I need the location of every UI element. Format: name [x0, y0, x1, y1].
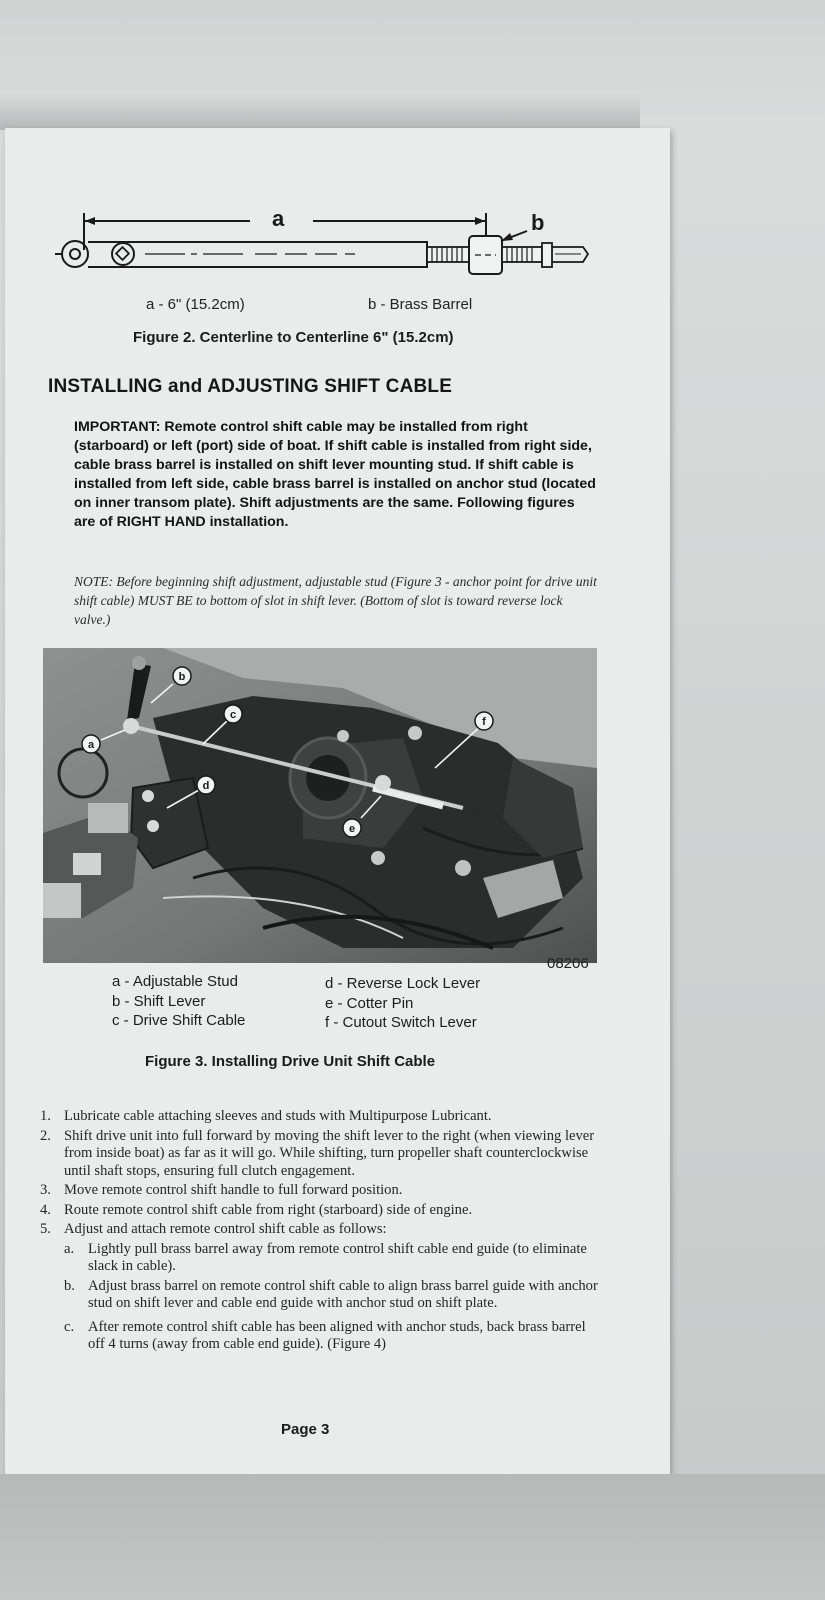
callout-b-label: b — [178, 671, 186, 683]
note-paragraph: NOTE: Before beginning shift adjustment, adjustable stud (Figure 3 - anchor point for drive unit shift cable) MUST BE to bottom of slot in shift lever. (Bottom of slot is toward reverse lock valve.) — [74, 574, 597, 627]
list-item — [64, 1278, 600, 1313]
callout-d-label: d — [202, 780, 210, 792]
step-text: Route remote control shift cable from right (starboard) side of engine. — [64, 1201, 473, 1218]
step-number: 3. — [40, 1182, 51, 1198]
substep-text: Lightly pull brass barrel away from remote control shift cable end guide (to eliminate slack in cable). — [88, 1240, 587, 1274]
callout-e-label: e — [348, 823, 356, 835]
photo-id: 08206 — [547, 955, 589, 972]
table-surface — [0, 1474, 825, 1600]
legend-item: a - Adjustable Stud — [112, 973, 238, 990]
engine-photo-illustration — [43, 648, 597, 963]
dimension-label-a: a — [272, 206, 285, 231]
page-number: Page 3 — [281, 1421, 330, 1438]
legend-item: b - Shift Lever — [112, 992, 206, 1010]
callout-c-label: c — [229, 709, 237, 721]
legend-item: e - Cotter Pin — [325, 994, 414, 1012]
figure2-title: Figure 2. Centerline to Centerline 6" (15.2cm) — [133, 329, 454, 346]
legend-item: d - Reverse Lock Lever — [325, 975, 481, 992]
figure2-caption-b: b - Brass Barrel — [368, 296, 473, 313]
list-item — [64, 1319, 600, 1354]
step-number: 5. — [40, 1221, 51, 1237]
engine-photo — [43, 648, 597, 963]
dimension-label-b: b — [531, 210, 545, 235]
list-item — [40, 1221, 600, 1239]
substep-letter: b. — [64, 1277, 75, 1294]
legend-left — [112, 972, 245, 1031]
figure3-title: Figure 3. Installing Drive Unit Shift Cable — [145, 1053, 436, 1070]
figure2-caption-a: a - 6" (15.2cm) — [146, 296, 245, 313]
background-shadow — [0, 95, 640, 130]
step-text: Lubricate cable attaching sleeves and studs with Multipurpose Lubricant. — [64, 1108, 492, 1124]
legend-right — [325, 974, 480, 1033]
list-item — [40, 1182, 600, 1200]
legend-item: c - Drive Shift Cable — [112, 1012, 246, 1029]
substep-letter: c. — [64, 1318, 75, 1335]
legend-item: f - Cutout Switch Lever — [325, 1014, 477, 1031]
important-notice: IMPORTANT: Remote control shift cable may be installed from right (starboard) or left (port) side of boat. If shift cable is installed from right side, cable brass barrel is installed on shift lever mounting stud. If shift cable is installed from left side, cable brass barrel is installed on anchor stud (located on inner transom plate). Shift adjustments are the same. Following figures are of RIGHT HAND installation. — [74, 419, 596, 530]
step-number: 1. — [40, 1108, 51, 1124]
list-item — [40, 1202, 600, 1220]
callout-a-label: a — [87, 739, 95, 751]
step-text: Adjust and attach remote control shift cable as follows: — [64, 1221, 387, 1237]
list-item — [40, 1108, 600, 1126]
step-text: Move remote control shift handle to full forward position. — [64, 1182, 403, 1198]
list-item — [64, 1241, 600, 1276]
substep-text: Adjust brass barrel on remote control shift cable to align brass barrel guide with anchor stud on shift lever and cable end guide with anchor stud on shift plate. — [88, 1277, 598, 1311]
procedure-steps — [40, 1108, 600, 1354]
substep-letter: a. — [64, 1240, 75, 1257]
step-number: 4. — [40, 1201, 51, 1218]
section-heading: INSTALLING and ADJUSTING SHIFT CABLE — [48, 376, 453, 397]
callout-f-label: f — [482, 716, 486, 728]
step-number: 2. — [40, 1127, 51, 1144]
list-item — [40, 1128, 600, 1181]
step-text: Shift drive unit into full forward by moving the shift lever to the right (when viewing lever from inside boat) as far as it will go. While shifting, turn propeller shaft counterclockwise until shaft stops, ensuring full clutch engagement. — [64, 1127, 595, 1179]
substep-text: After remote control shift cable has been aligned with anchor studs, back brass barrel off 4 turns (away from cable end guide). (Figure 4) — [88, 1318, 586, 1352]
